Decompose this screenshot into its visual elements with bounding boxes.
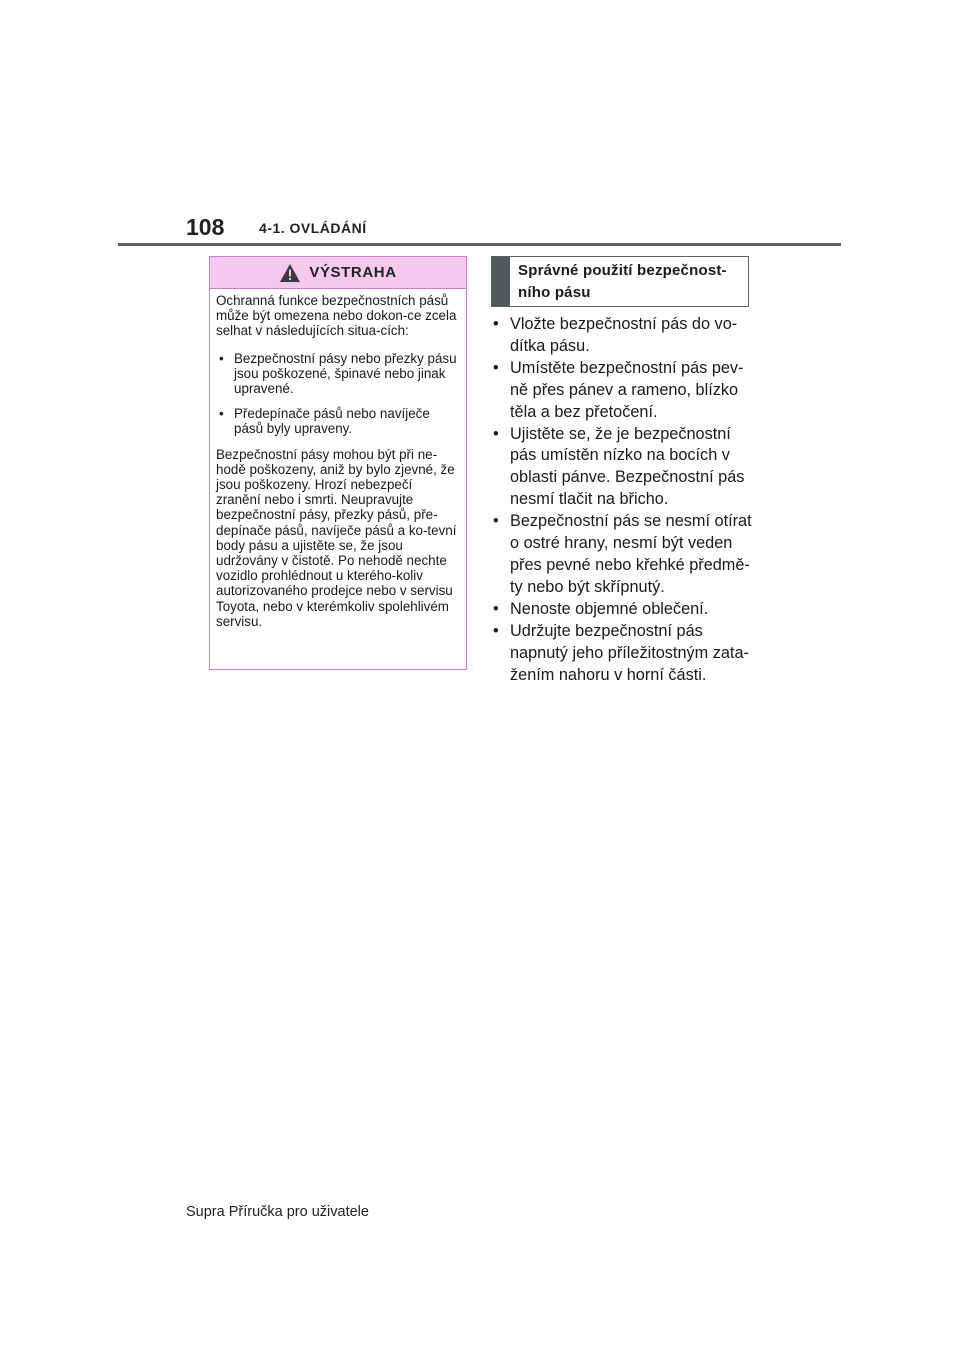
topic-heading-box <box>491 256 749 307</box>
list-item: • Vložte bezpečnostní pás do vo-dítka pásu. <box>491 314 756 358</box>
header-divider <box>118 243 841 246</box>
list-item: • Umístěte bezpečnostní pás pev-ně přes pánev a rameno, blízko těla a bez přetočení. <box>491 358 756 424</box>
list-item: • Udržujte bezpečnostní pás napnutý jeho příležitostným zata-žením nahoru v horní části. <box>491 621 756 687</box>
section-title: 4-1. OVLÁDÁNÍ <box>259 220 367 236</box>
topic-heading-bar <box>492 257 510 306</box>
warning-bullet-list <box>216 351 459 437</box>
topic-title: Správné použití bezpečnost-ního pásu <box>518 262 727 301</box>
list-item: • Ujistěte se, že je bezpečnostní pás umístěn nízko na bocích v oblasti pánve. Bezpečnostní pás nesmí tlačit na břicho. <box>491 424 756 512</box>
warning-triangle-icon <box>279 263 301 283</box>
warning-title: VÝSTRAHA <box>309 264 397 281</box>
warning-closing: Bezpečnostní pásy mohou být při ne-hodě poškozeny, aniž by bylo zjevné, že jsou poškozeny. Hrozí nebezpečí zranění nebo i smrti. Neupravujte bezpečnostní pásy, přezky pásů, pře-depínače pásů, navíječe pásů a ko-tevní body pásu a ujistěte se, že jsou udržovány v čistotě. Po nehodě nechte vozidlo prohlédnout u kterého-koliv autorizovaného prodejce nebo v servisu Toyota, nebo v kterémkoliv spolehlivém servisu. <box>216 446 457 629</box>
warning-header <box>210 257 466 289</box>
list-item: • Nenoste objemné oblečení. <box>491 599 756 621</box>
page-number: 108 <box>186 214 225 240</box>
warning-bullet: • Bezpečnostní pásy nebo přezky pásu jsou poškozené, špinavé nebo jinak upravené. <box>216 351 459 397</box>
warning-bullet: • Předepínače pásů nebo navíječe pásů byly upraveny. <box>216 406 459 436</box>
warning-body <box>210 289 466 629</box>
list-item: • Bezpečnostní pás se nesmí otírat o ostré hrany, nesmí být veden přes pevné nebo křehké předmě-ty nebo být skřípnutý. <box>491 511 756 599</box>
warning-box <box>209 256 467 670</box>
footer-text: Supra Příručka pro uživatele <box>186 1204 369 1220</box>
instruction-list <box>491 314 756 686</box>
warning-intro: Ochranná funkce bezpečnostních pásů může být omezena nebo dokon-ce zcela selhat v následujících situa-cích: <box>216 293 457 339</box>
